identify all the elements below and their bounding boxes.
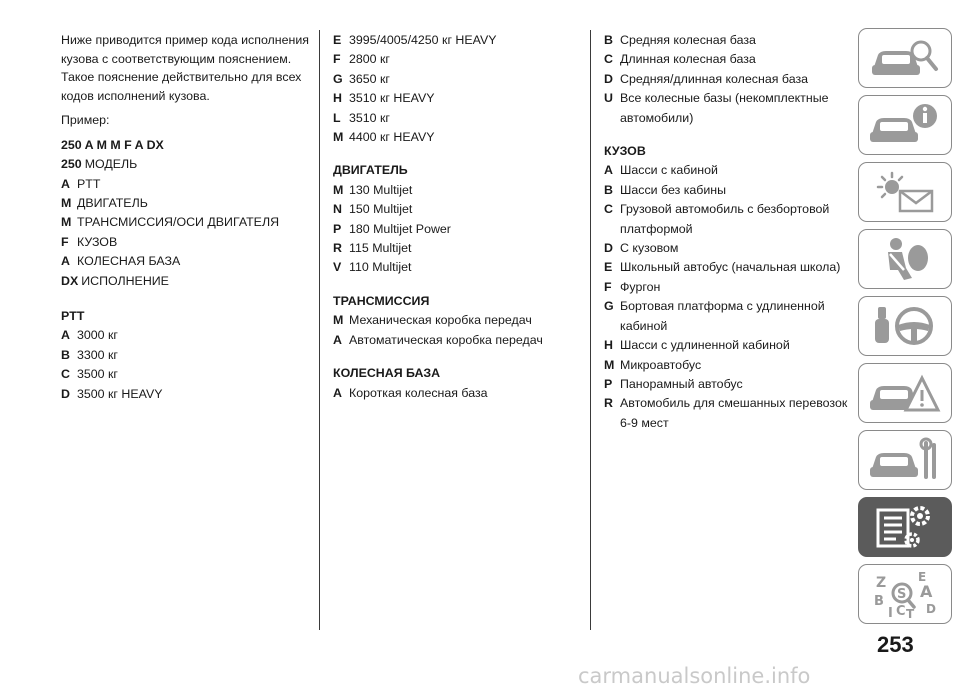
list-item: D Средняя/длинная колесная база xyxy=(604,71,809,86)
column-divider-1 xyxy=(319,30,320,630)
ptt-list xyxy=(61,326,311,404)
list-item: B Шасси без кабины xyxy=(604,182,727,197)
list-item: M 130 Multijet xyxy=(333,182,413,197)
transmission-heading: ТРАНСМИССИЯ xyxy=(333,293,430,308)
wheelbase-list xyxy=(333,384,583,403)
list-item: F КУЗОВ xyxy=(61,234,118,249)
list-item: R 115 Multijet xyxy=(333,241,412,256)
wheelbase-list-continued xyxy=(604,31,849,128)
list-item: A PTT xyxy=(61,176,101,191)
list-item: D С кузовом xyxy=(604,241,679,256)
list-item: G 3650 кг xyxy=(333,71,390,86)
code-legend-list xyxy=(61,155,311,291)
alphabet-index-icon xyxy=(868,569,942,619)
list-item: M ТРАНСМИССИЯ/ОСИ ДВИГАТЕЛЯ xyxy=(61,215,280,230)
list-item: M 4400 кг HEAVY xyxy=(333,130,435,145)
svg-text:I: I xyxy=(888,606,893,619)
list-item: 250 МОДЕЛЬ xyxy=(61,157,138,172)
list-item: M ДВИГАТЕЛЬ xyxy=(61,196,148,210)
warning-light-mail-icon xyxy=(868,167,942,217)
list-item: C Длинная колесная база xyxy=(604,52,756,67)
tab-car-search[interactable] xyxy=(858,28,952,88)
body-list xyxy=(604,161,849,433)
car-wrench-icon xyxy=(868,435,942,485)
list-item: F Фургон xyxy=(604,279,661,294)
car-info-icon xyxy=(868,100,942,150)
svg-text:C: C xyxy=(896,604,906,619)
tab-starting-driving[interactable] xyxy=(858,296,952,356)
svg-text:A: A xyxy=(920,582,933,601)
list-item: U Все колесные базы (некомплектные автомобили) xyxy=(604,91,829,125)
list-item: M Микроавтобус xyxy=(604,357,702,372)
list-item: DX ИСПОЛНЕНИЕ xyxy=(61,273,169,288)
tab-maintenance[interactable] xyxy=(858,430,952,490)
car-search-icon xyxy=(868,33,942,83)
list-item: P Панорамный автобус xyxy=(604,376,743,391)
tab-emergency[interactable] xyxy=(858,363,952,423)
column-3 xyxy=(604,31,849,433)
column-2 xyxy=(333,31,583,403)
list-item: D 3500 кг HEAVY xyxy=(61,386,163,401)
body-heading: КУЗОВ xyxy=(604,144,646,159)
list-item: E Школьный автобус (начальная школа) xyxy=(604,260,841,275)
tab-warning-lights[interactable] xyxy=(858,162,952,222)
list-item: P 180 Multijet Power xyxy=(333,221,451,236)
chapter-tabs xyxy=(858,28,954,631)
list-item: H Шасси с удлиненной кабиной xyxy=(604,338,790,353)
svg-text:B: B xyxy=(874,594,884,609)
svg-text:E: E xyxy=(918,570,927,584)
tab-technical-specifications[interactable] xyxy=(858,497,952,557)
key-steering-wheel-icon xyxy=(868,301,942,351)
list-item: C 3500 кг xyxy=(61,367,118,382)
list-item: A Автоматическая коробка передач xyxy=(333,332,543,347)
list-item: G Бортовая платформа с удлиненной кабиной xyxy=(604,299,825,333)
list-item: A 3000 кг xyxy=(61,328,118,343)
ptt-heading: PTT xyxy=(61,309,85,324)
example-code: 250 A M M F A DX xyxy=(61,137,164,152)
svg-text:S: S xyxy=(897,587,907,602)
watermark: carmanualsonline.info xyxy=(578,664,811,688)
svg-text:D: D xyxy=(926,602,936,616)
list-item: V 110 Multijet xyxy=(333,260,412,275)
list-item: H 3510 кг HEAVY xyxy=(333,91,435,106)
intro-paragraph: Ниже приводится пример кода исполнения кузова с соответствующим пояснением. Такое пояснение действительно для всех кодов исполнений кузова. xyxy=(61,33,309,103)
tab-alphabetical-index[interactable] xyxy=(858,564,952,624)
example-label: Пример: xyxy=(61,113,110,128)
tab-car-info[interactable] xyxy=(858,95,952,155)
list-item: L 3510 кг xyxy=(333,110,390,125)
list-item: N 150 Multijet xyxy=(333,202,413,217)
list-item: A Шасси с кабиной xyxy=(604,163,718,178)
list-item: B Средняя колесная база xyxy=(604,33,756,47)
ptt-list-continued xyxy=(333,31,583,147)
list-item: B 3300 кг xyxy=(61,347,118,362)
transmission-list xyxy=(333,311,583,350)
column-1 xyxy=(61,31,311,404)
svg-text:Z: Z xyxy=(876,575,887,591)
wheelbase-heading: КОЛЕСНАЯ БАЗА xyxy=(333,366,441,381)
list-item: A КОЛЕСНАЯ БАЗА xyxy=(61,254,181,269)
list-item: C Грузовой автомобиль с безбортовой платформой xyxy=(604,202,830,236)
list-item: R Автомобиль для смешанных перевозок 6-9 мест xyxy=(604,396,848,430)
engine-heading: ДВИГАТЕЛЬ xyxy=(333,163,408,178)
list-item: M Механическая коробка передач xyxy=(333,313,532,328)
tab-safety[interactable] xyxy=(858,229,952,289)
list-item: E 3995/4005/4250 кг HEAVY xyxy=(333,33,497,47)
engine-list xyxy=(333,181,583,278)
list-item: F 2800 кг xyxy=(333,52,390,67)
car-warning-triangle-icon xyxy=(868,368,942,418)
column-divider-2 xyxy=(590,30,591,630)
airbag-passenger-icon xyxy=(868,234,942,284)
list-item: A Короткая колесная база xyxy=(333,385,488,400)
svg-text:T: T xyxy=(906,607,915,619)
page-number: 253 xyxy=(877,632,914,657)
specs-gear-icon xyxy=(868,502,942,552)
